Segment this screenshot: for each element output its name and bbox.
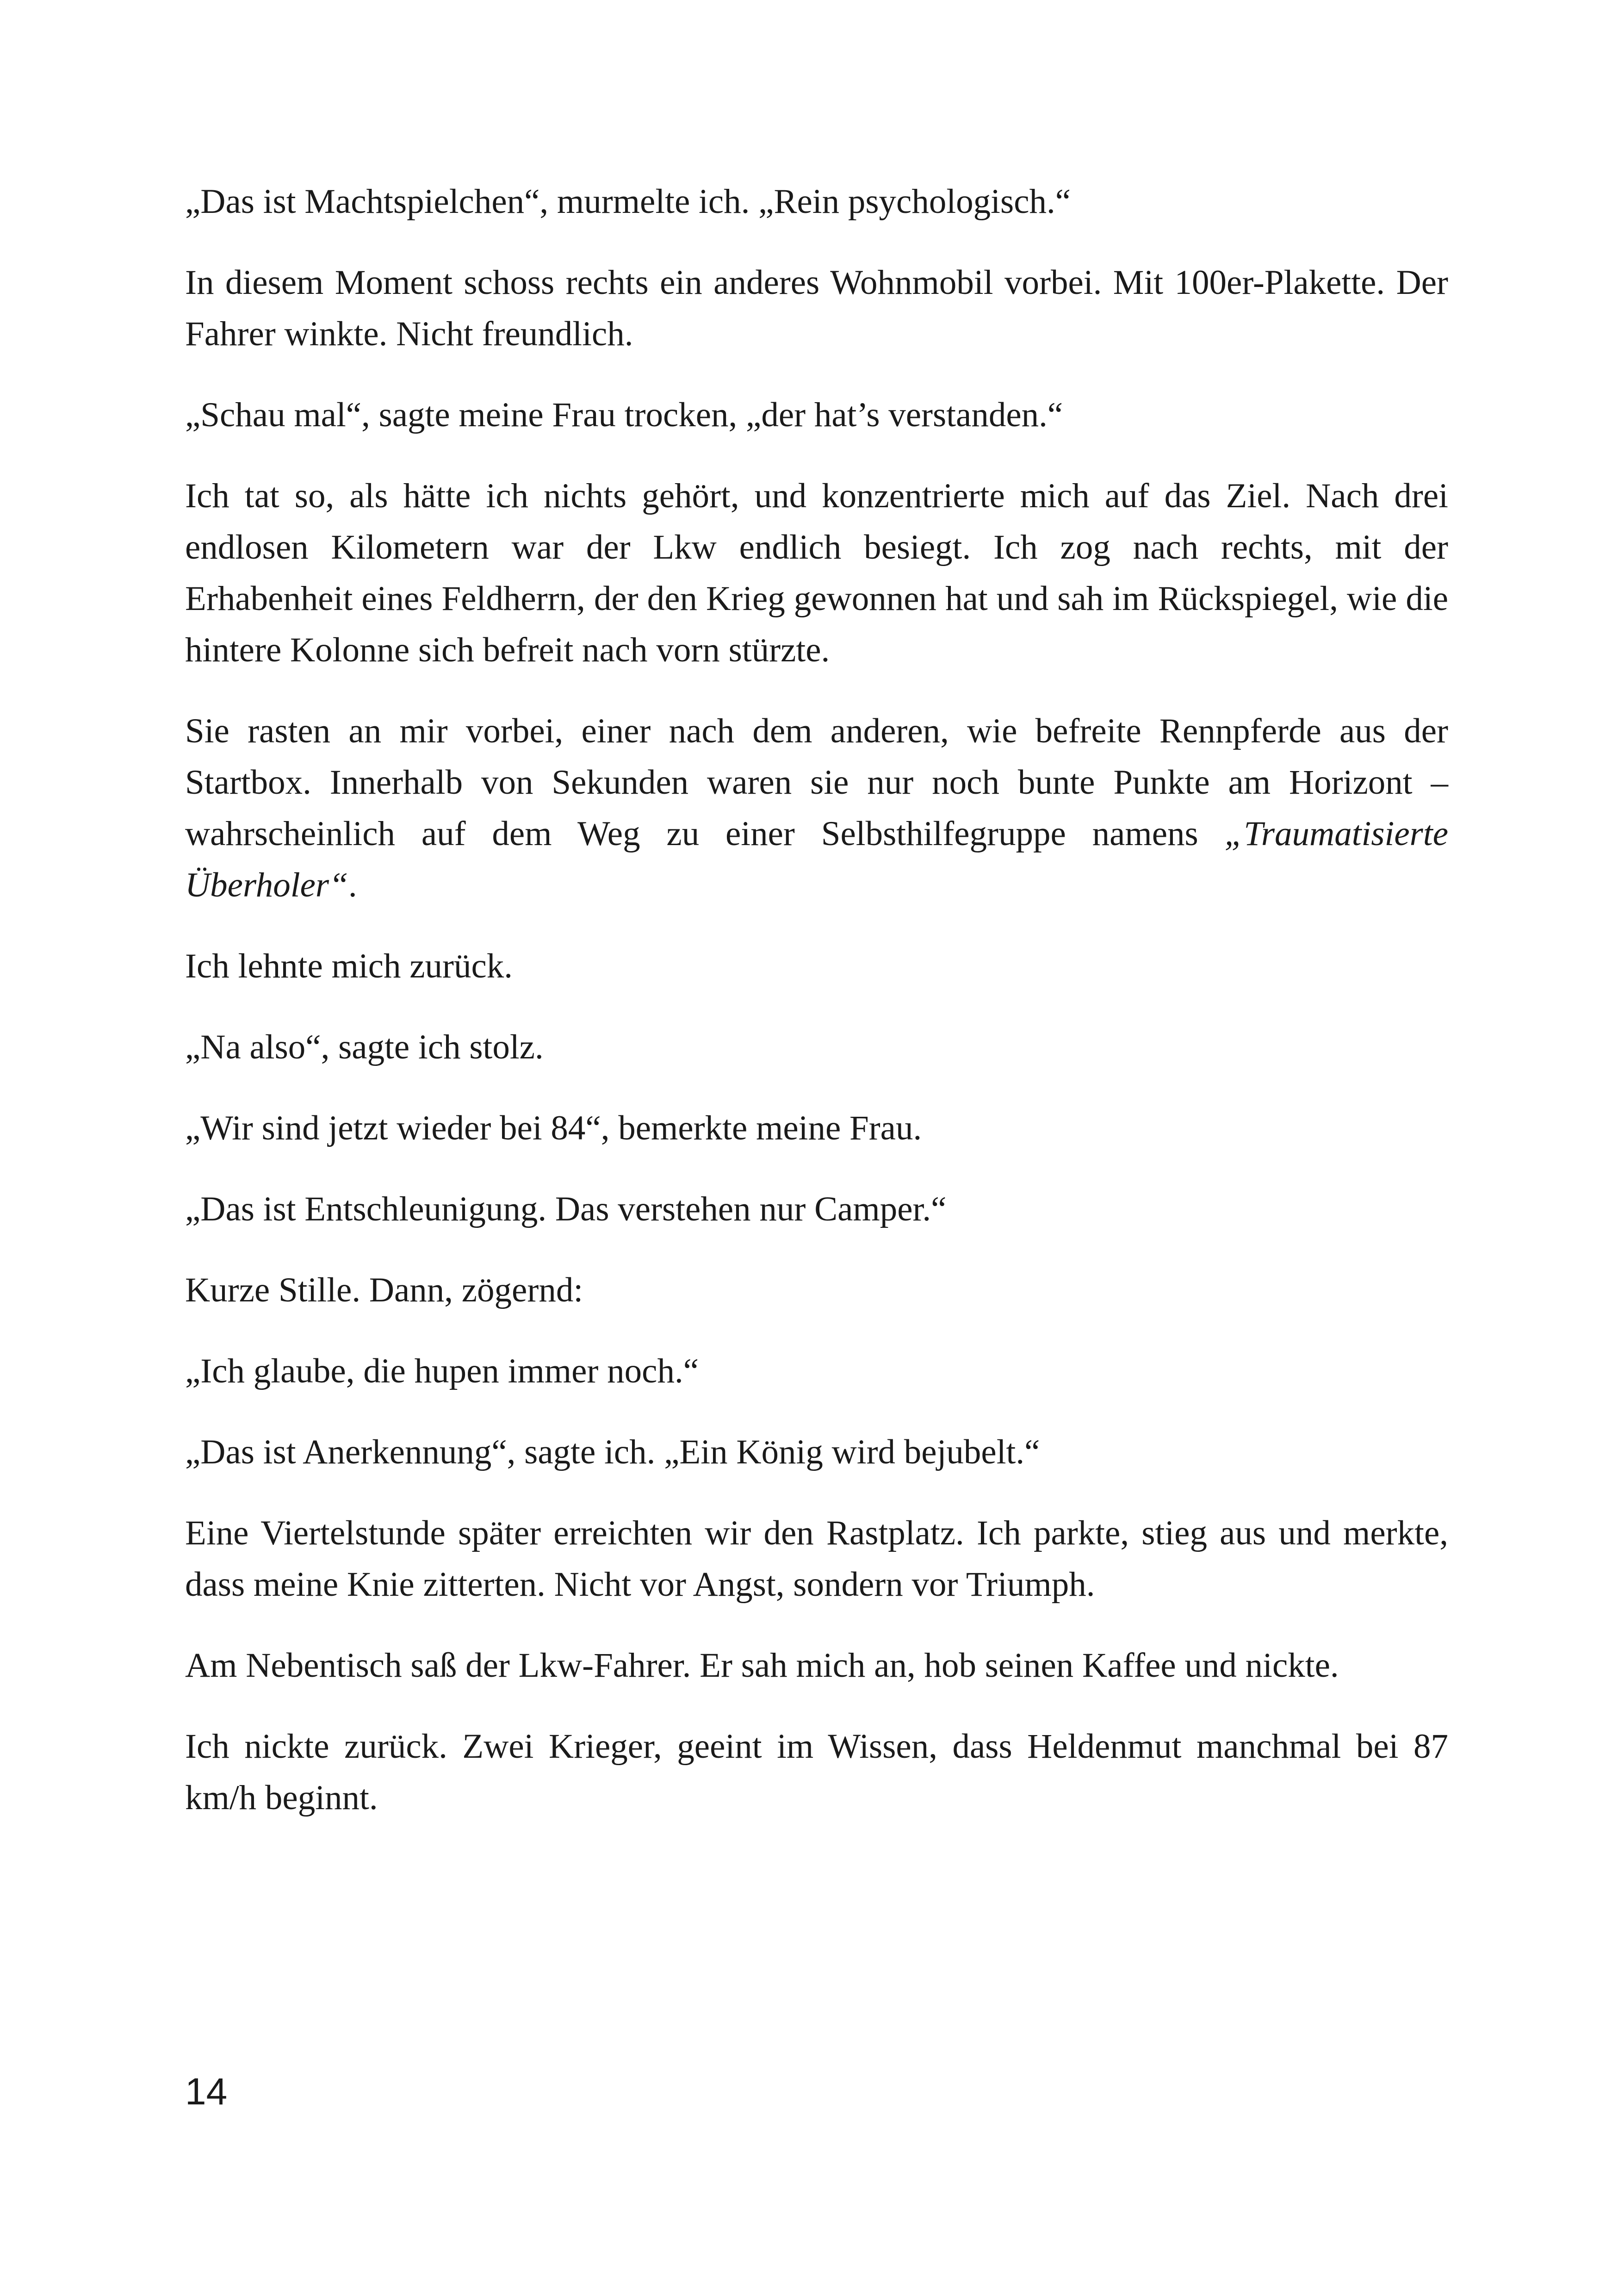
- paragraph-text: Sie rasten an mir vorbei, einer nach dem anderen, wie befreite Rennpferde aus der Startbox. Innerhalb von Sekunden waren sie nur noch bunte Punkte am Horizont – wahrscheinlich auf dem Weg zu einer Selbsthilfegruppe namens: [185, 712, 1448, 853]
- paragraph: Ich nickte zurück. Zwei Krieger, geeint im Wissen, dass Heldenmut manchmal bei 87 km/h beginnt.: [185, 1727, 1448, 1817]
- paragraph: „Ich glaube, die hupen immer noch.“: [185, 1352, 699, 1390]
- paragraph: „Na also“, sagte ich stolz.: [185, 1028, 544, 1066]
- paragraph: „Wir sind jetzt wieder bei 84“, bemerkte meine Frau.: [185, 1109, 922, 1147]
- paragraph: Kurze Stille. Dann, zögernd:: [185, 1271, 583, 1309]
- paragraph: „Das ist Machtspielchen“, murmelte ich. „Rein psychologisch.“: [185, 182, 1071, 221]
- paragraph: In diesem Moment schoss rechts ein anderes Wohnmobil vorbei. Mit 100er-Plakette. Der Fahrer winkte. Nicht freundlich.: [185, 263, 1448, 353]
- page-body: [185, 176, 1448, 1853]
- paragraph: Ich tat so, als hätte ich nichts gehört, und konzentrierte mich auf das Ziel. Nach drei endlosen Kilometern war der Lkw endlich besiegt. Ich zog nach rechts, mit der Erhabenheit eines Feldherrn, der den Krieg gewonnen hat und sah im Rückspiegel, wie die hintere Kolonne sich befreit nach vorn stürzte.: [185, 477, 1448, 669]
- paragraph: „Schau mal“, sagte meine Frau trocken, „der hat’s verstanden.“: [185, 396, 1063, 434]
- paragraph: Am Nebentisch saß der Lkw-Fahrer. Er sah mich an, hob seinen Kaffee und nickte.: [185, 1646, 1339, 1685]
- paragraph: „Das ist Anerkennung“, sagte ich. „Ein König wird bejubelt.“: [185, 1433, 1040, 1471]
- paragraph-with-italic: [185, 705, 1448, 911]
- italic-group-name: „Traumatisierte Überholer“: [185, 815, 1448, 904]
- paragraph: Ich lehnte mich zurück.: [185, 947, 513, 985]
- page-number: 14: [185, 2071, 228, 2113]
- paragraph-end: .: [348, 866, 357, 904]
- paragraph: Eine Viertelstunde später erreichten wir den Rastplatz. Ich parkte, stieg aus und merkte, dass meine Knie zitterten. Nicht vor Angst, sondern vor Triumph.: [185, 1514, 1448, 1604]
- paragraph: „Das ist Entschleunigung. Das verstehen nur Camper.“: [185, 1190, 947, 1228]
